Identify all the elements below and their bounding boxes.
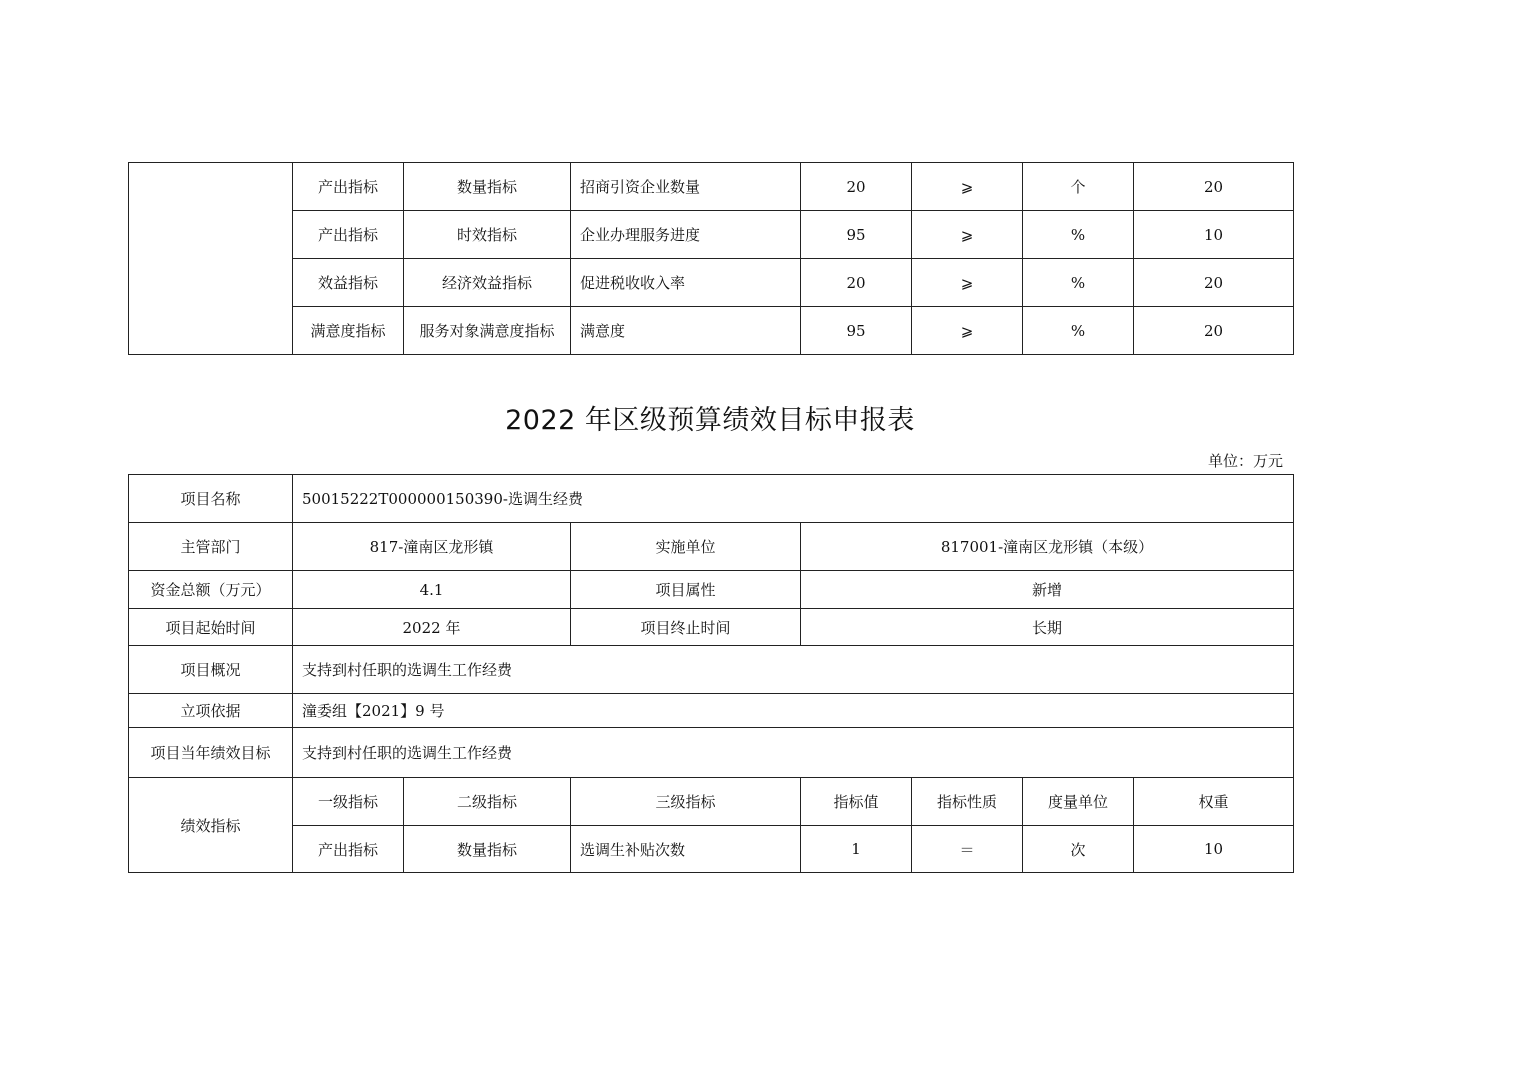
- header-value: 指标值: [801, 778, 912, 826]
- nature-cell: ⩾: [912, 259, 1023, 307]
- level2-cell: 数量指标: [404, 163, 571, 211]
- unit-cell: 次: [1023, 826, 1134, 873]
- attr-label: 项目属性: [571, 571, 801, 609]
- unit-cell: %: [1023, 307, 1134, 355]
- funds-label: 资金总额（万元）: [129, 571, 293, 609]
- weight-cell: 10: [1134, 211, 1294, 259]
- table-row: [129, 259, 1294, 307]
- funds-value: 4.1: [293, 571, 571, 609]
- value-cell: 95: [801, 211, 912, 259]
- table-row: [129, 307, 1294, 355]
- level3-cell: 促进税收收入率: [571, 259, 801, 307]
- dept-value: 817-潼南区龙形镇: [293, 523, 571, 571]
- table-row: [129, 646, 1294, 694]
- goal-value: 支持到村任职的选调生工作经费: [293, 728, 1294, 778]
- level1-cell: 产出指标: [293, 211, 404, 259]
- weight-cell: 20: [1134, 307, 1294, 355]
- weight-cell: 20: [1134, 259, 1294, 307]
- level2-cell: 服务对象满意度指标: [404, 307, 571, 355]
- level1-cell: 效益指标: [293, 259, 404, 307]
- nature-cell: ＝: [912, 826, 1023, 873]
- unit-cell: %: [1023, 259, 1134, 307]
- end-value: 长期: [801, 609, 1294, 646]
- weight-cell: 20: [1134, 163, 1294, 211]
- header-level1: 一级指标: [293, 778, 404, 826]
- blank-cell: [129, 163, 293, 355]
- table-row: [129, 826, 1294, 873]
- basis-value: 潼委组【2021】9 号: [293, 694, 1294, 728]
- header-weight: 权重: [1134, 778, 1294, 826]
- header-level3: 三级指标: [571, 778, 801, 826]
- level1-cell: 满意度指标: [293, 307, 404, 355]
- level3-cell: 满意度: [571, 307, 801, 355]
- header-level2: 二级指标: [404, 778, 571, 826]
- basis-label: 立项依据: [129, 694, 293, 728]
- level2-cell: 数量指标: [404, 826, 571, 873]
- header-nature: 指标性质: [912, 778, 1023, 826]
- unit-cell: %: [1023, 211, 1134, 259]
- table-row: [129, 523, 1294, 571]
- overview-value: 支持到村任职的选调生工作经费: [293, 646, 1294, 694]
- level3-cell: 企业办理服务进度: [571, 211, 801, 259]
- level2-cell: 时效指标: [404, 211, 571, 259]
- impl-unit-label: 实施单位: [571, 523, 801, 571]
- unit-cell: 个: [1023, 163, 1134, 211]
- overview-label: 项目概况: [129, 646, 293, 694]
- value-cell: 1: [801, 826, 912, 873]
- nature-cell: ⩾: [912, 163, 1023, 211]
- level1-cell: 产出指标: [293, 826, 404, 873]
- table-row: [129, 211, 1294, 259]
- form-title: 2022 年区级预算绩效目标申报表: [505, 405, 915, 436]
- table-row: [129, 571, 1294, 609]
- start-value: 2022 年: [293, 609, 571, 646]
- end-label: 项目终止时间: [571, 609, 801, 646]
- nature-cell: ⩾: [912, 211, 1023, 259]
- value-cell: 20: [801, 259, 912, 307]
- table-row: [129, 475, 1294, 523]
- table-row: [129, 609, 1294, 646]
- level1-cell: 产出指标: [293, 163, 404, 211]
- weight-cell: 10: [1134, 826, 1294, 873]
- table-row: [129, 728, 1294, 778]
- level3-cell: 招商引资企业数量: [571, 163, 801, 211]
- table-row: [129, 778, 1294, 826]
- indicators-label: 绩效指标: [129, 778, 293, 873]
- nature-cell: ⩾: [912, 307, 1023, 355]
- start-label: 项目起始时间: [129, 609, 293, 646]
- header-unit: 度量单位: [1023, 778, 1134, 826]
- project-name-label: 项目名称: [129, 475, 293, 523]
- level3-cell: 选调生补贴次数: [571, 826, 801, 873]
- attr-value: 新增: [801, 571, 1294, 609]
- level2-cell: 经济效益指标: [404, 259, 571, 307]
- dept-label: 主管部门: [129, 523, 293, 571]
- project-name-value: 50015222T000000150390-选调生经费: [293, 475, 1294, 523]
- table-row: [129, 163, 1294, 211]
- goal-label: 项目当年绩效目标: [129, 728, 293, 778]
- continued-indicator-table: [128, 162, 1294, 355]
- value-cell: 20: [801, 163, 912, 211]
- impl-unit-value: 817001-潼南区龙形镇（本级）: [801, 523, 1294, 571]
- value-cell: 95: [801, 307, 912, 355]
- budget-performance-form: [128, 474, 1294, 873]
- unit-label: 单位：万元: [1207, 452, 1283, 470]
- table-row: [129, 694, 1294, 728]
